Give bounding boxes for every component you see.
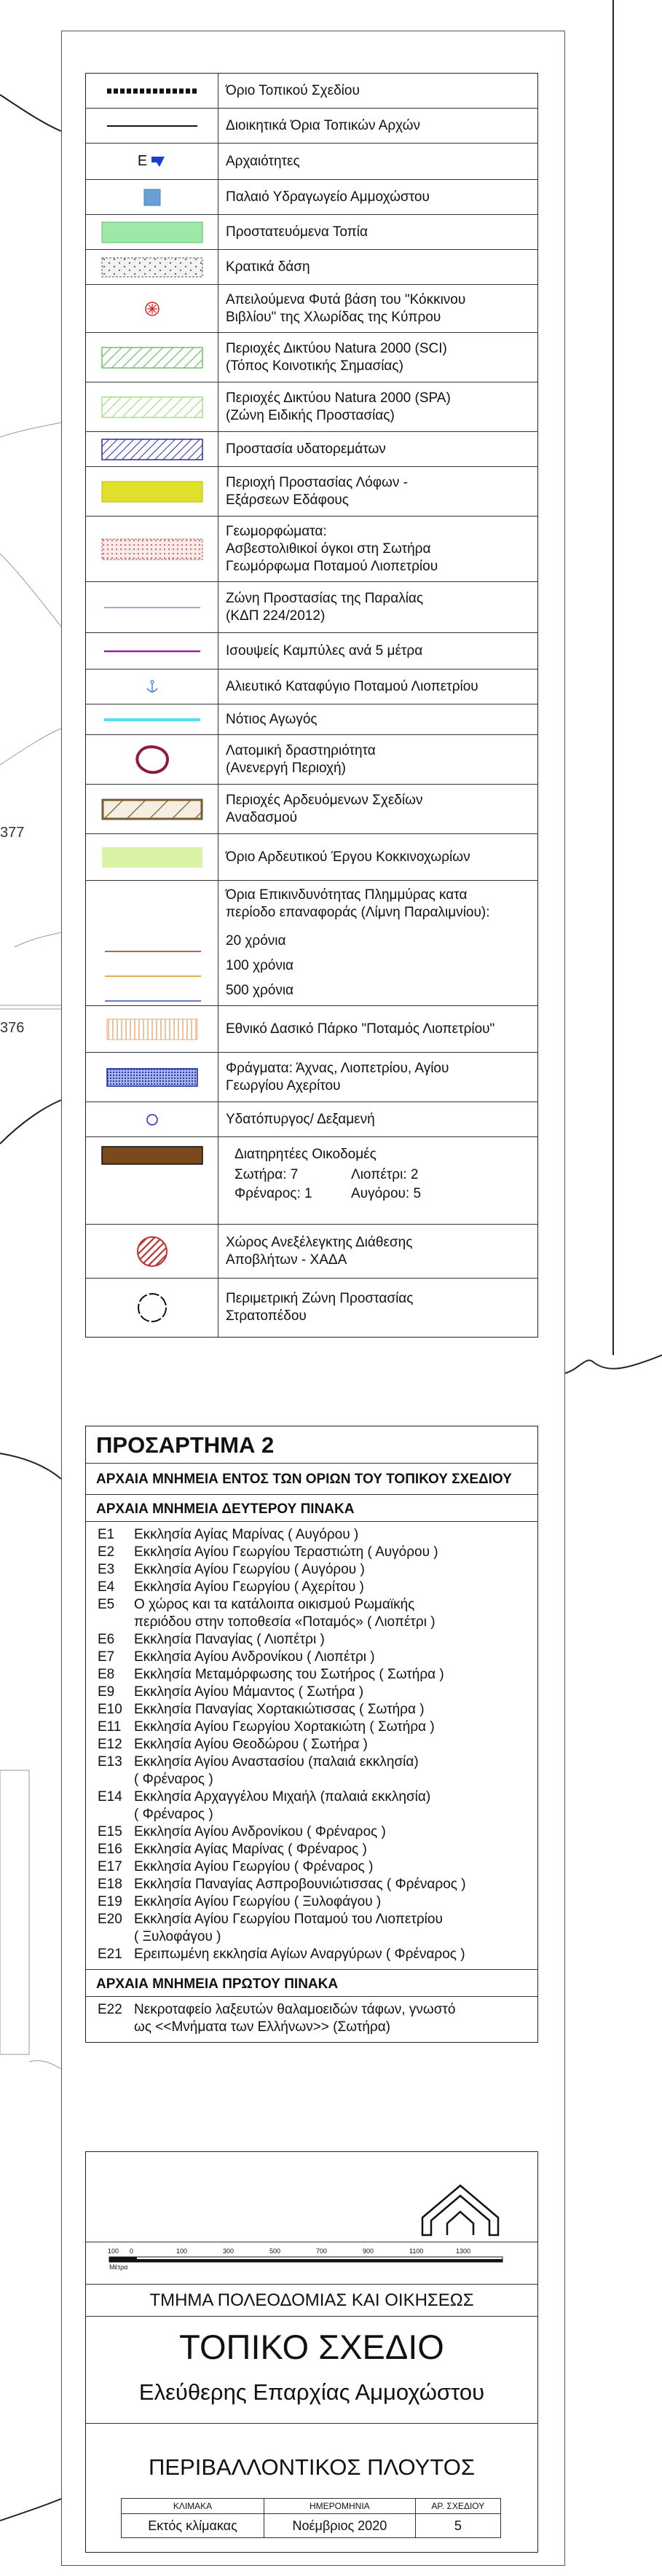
appendix-subtitle: ΑΡΧΑΙΑ ΜΝΗΜΕΙΑ ΕΝΤΟΣ ΤΩΝ ΟΡΙΩΝ ΤΟΥ ΤΟΠΙΚΟΥ ΣΧΕΔΙΟΥ bbox=[86, 1464, 537, 1495]
monument-row bbox=[86, 1858, 537, 1876]
scale-tick-label: 1300 bbox=[456, 2247, 471, 2255]
monument-name: Εκκλησία Παναγίας ( Λιοπέτρι ) bbox=[134, 1632, 325, 1647]
legend-row-local-plan-boundary bbox=[86, 74, 537, 109]
map-parcel-line bbox=[15, 932, 61, 947]
legend-label: Όριο Αρδευτικού Έργου Κοκκινοχωρίων bbox=[226, 849, 470, 865]
monument-row bbox=[86, 1701, 537, 1719]
legend-row-quarrying bbox=[86, 735, 537, 785]
antiquities-letter: Ε bbox=[137, 153, 148, 169]
monument-row bbox=[86, 1579, 537, 1596]
legend-label: Όρια Επικινδυνότητας Πλημμύρας κατα περίοδο επαναφοράς (Λίμνη Παραλιμνίου): bbox=[226, 887, 490, 920]
first-table-heading: ΑΡΧΑΙΑ ΜΝΗΜΕΙΑ ΠΡΩΤΟΥ ΠΙΝΑΚΑ bbox=[86, 1970, 537, 1997]
kokkinochoria-irrigation-symbol bbox=[86, 834, 218, 880]
fishing-shelter-symbol bbox=[86, 669, 218, 704]
appendix-title: ΠΡΟΣΑΡΤΗΜΑ 2 bbox=[86, 1426, 537, 1464]
monument-name: Εκκλησία Αρχαγγέλου Μιχαήλ (παλαιά εκκλησία) ( Φρέναρος ) bbox=[134, 1789, 431, 1822]
legend-label: Περιοχές Δικτύου Natura 2000 (SCI) (Τόπος Κοινοτικής Σημασίας) bbox=[226, 340, 447, 374]
legend-row-irrigation-areas bbox=[86, 785, 537, 834]
legend-label: Γεωμορφώματα: Ασβεστολιθικοί όγκοι στη Σωτήρα Γεωμόρφωμα Ποταμού Λιοπετρίου bbox=[226, 523, 438, 574]
count-avgorou: Αυγόρου: 5 bbox=[351, 1186, 422, 1201]
monument-code: Ε1 bbox=[98, 1527, 115, 1542]
flood-500y-label: 500 χρόνια bbox=[226, 983, 294, 998]
legend-row-geomorphs bbox=[86, 517, 537, 582]
red-star-icon bbox=[144, 301, 160, 317]
legend-label: Περιοχές Αρδευόμενων Σχεδίων Αναδασμού bbox=[226, 792, 423, 825]
state-forest-symbol bbox=[86, 250, 218, 284]
camp-protection-symbol bbox=[86, 1279, 218, 1337]
monument-name: Εκκλησία Παναγίας Χορτακιώτισσας ( Σωτήρα ) bbox=[134, 1702, 425, 1717]
natura-spa-symbol bbox=[86, 382, 218, 431]
drawing-number-value: 5 bbox=[415, 2514, 500, 2538]
scale-tick-label: 700 bbox=[316, 2247, 328, 2255]
dashed-circle-icon bbox=[135, 1291, 169, 1324]
north-arrow-icon bbox=[419, 2183, 501, 2238]
monument-code: Ε14 bbox=[98, 1789, 122, 1805]
legend-label: Νότιος Αγωγός bbox=[226, 711, 318, 727]
legend-label: Όριο Τοπικού Σχεδίου bbox=[226, 82, 360, 98]
monument-code: Ε5 bbox=[98, 1597, 115, 1612]
count-liopetri: Λιοπέτρι: 2 bbox=[351, 1167, 419, 1182]
legend-row-protected-landscapes bbox=[86, 215, 537, 250]
monument-name: Ο χώρος και τα κατάλοιπα οικισμού Ρωμαϊκής περιόδου στην τοποθεσία «Ποταμός» ( Λιοπέτρι ) bbox=[134, 1597, 436, 1630]
monument-code: Ε11 bbox=[98, 1719, 122, 1735]
natura-sci-symbol bbox=[86, 333, 218, 382]
monument-code: Ε15 bbox=[98, 1824, 122, 1839]
monument-row bbox=[86, 1823, 537, 1841]
hill-protection-symbol bbox=[86, 467, 218, 516]
national-forest-park-symbol bbox=[86, 1006, 218, 1052]
irrigation-areas-symbol bbox=[86, 785, 218, 833]
listed-buildings-counts bbox=[235, 1166, 530, 1203]
scale-tick-label: 100 bbox=[108, 2247, 119, 2255]
legend-label: Χώρος Ανεξέλεγκτης Διάθεσης Αποβλήτων - ΧΑΔΑ bbox=[226, 1234, 413, 1268]
endangered-plants-symbol bbox=[86, 285, 218, 332]
map-boundary-line bbox=[0, 95, 61, 131]
map-boundary-line bbox=[0, 2499, 61, 2521]
legend-row-flood-risk bbox=[86, 881, 537, 1006]
second-table-list bbox=[86, 1522, 537, 1970]
monument-row bbox=[86, 1841, 537, 1858]
monument-name: Εκκλησία Αγίου Αναστασίου (παλαιά εκκλησία) ( Φρέναρος ) bbox=[134, 1754, 419, 1787]
monument-name: Εκκλησία Μεταμόρφωσης του Σωτήρος ( Σωτήρα ) bbox=[134, 1667, 444, 1682]
legend-label: Εθνικό Δασικό Πάρκο "Ποταμός Λιοπετρίου" bbox=[226, 1021, 495, 1037]
region-name: Ελεύθερης Επαρχίας Αμμοχώστου bbox=[138, 2379, 485, 2405]
legend-row-natura-spa bbox=[86, 382, 537, 432]
anchor-icon bbox=[144, 679, 160, 695]
title-block bbox=[85, 2151, 538, 2553]
monument-row bbox=[86, 1684, 537, 1701]
legend-label: Προστασία υδατορεμάτων bbox=[226, 441, 386, 457]
info-table bbox=[121, 2498, 501, 2538]
monument-row bbox=[86, 1596, 537, 1631]
legend-row-local-authority-boundary bbox=[86, 109, 537, 144]
legend-label: Διοικητικά Όρια Τοπικών Αρχών bbox=[226, 117, 420, 133]
legend-row-endangered-plants bbox=[86, 285, 537, 333]
legend-label: Παλαιό Υδραγωγείο Αμμοχώστου bbox=[226, 189, 430, 205]
quarrying-symbol bbox=[86, 735, 218, 784]
monument-row bbox=[86, 1893, 537, 1911]
monument-row bbox=[86, 1719, 537, 1736]
legend-row-southern-conveyor bbox=[86, 704, 537, 735]
scale-tick-label: 300 bbox=[223, 2247, 235, 2255]
monument-name: Εκκλησία Αγίου Γεωργίου ( Φρέναρος ) bbox=[134, 1859, 374, 1874]
monument-row bbox=[86, 1946, 537, 1963]
monument-code: Ε4 bbox=[98, 1579, 115, 1595]
monument-row bbox=[86, 1649, 537, 1666]
monument-name: Εκκλησία Αγίου Γεωργίου Χορτακιώτη ( Σωτήρα ) bbox=[134, 1719, 435, 1735]
first-table-list bbox=[86, 1997, 537, 2042]
monument-row bbox=[86, 1544, 537, 1561]
monument-code: Ε12 bbox=[98, 1737, 122, 1752]
landfill-symbol bbox=[86, 1225, 218, 1278]
monument-row bbox=[86, 2001, 537, 2036]
scale-tick-label: 900 bbox=[363, 2247, 374, 2255]
legend-label: Απειλούμενα Φυτά βάση του "Κόκκινου Βιβλίου" της Χλωρίδας της Κύπρου bbox=[226, 291, 466, 325]
monument-name: Ερειπωμένη εκκλησία Αγίων Αναργύρων ( Φρέναρος ) bbox=[134, 1947, 465, 1962]
legend-label: Διατηρητέες Οικοδομές bbox=[235, 1147, 377, 1162]
monument-row bbox=[86, 1911, 537, 1946]
monument-code: Ε10 bbox=[98, 1702, 122, 1717]
legend-table bbox=[85, 73, 538, 1338]
monument-code: Ε7 bbox=[98, 1649, 115, 1665]
map-boundary-line bbox=[565, 1355, 662, 1373]
monument-name: Εκκλησία Αγίου Γεωργίου Ποταμού του Λιοπετρίου ( Ξυλοφάγου ) bbox=[134, 1912, 443, 1944]
water-tower-icon bbox=[146, 1113, 159, 1126]
monument-code: Ε19 bbox=[98, 1894, 122, 1909]
legend-label: Ισουψείς Καμπύλες ανά 5 μέτρα bbox=[226, 643, 423, 659]
legend-label: Αλιευτικό Καταφύγιο Ποταμού Λιοπετρίου bbox=[226, 678, 478, 694]
monument-code: Ε21 bbox=[98, 1947, 122, 1962]
monument-row bbox=[86, 1526, 537, 1544]
flood-risk-symbol bbox=[86, 881, 218, 1005]
legend-row-national-forest-park bbox=[86, 1006, 537, 1053]
monument-name: Εκκλησία Αγίου Θεοδώρου ( Σωτήρα ) bbox=[134, 1737, 368, 1752]
plan-title: ΤΟΠΙΚΟ ΣΧΕΔΙΟ bbox=[179, 2328, 444, 2366]
blue-pennant-icon bbox=[150, 155, 166, 168]
local-plan-boundary-symbol bbox=[86, 74, 218, 108]
legend-row-landfill bbox=[86, 1225, 537, 1279]
legend-row-state-forest bbox=[86, 250, 537, 285]
appendix-table bbox=[85, 1426, 538, 2043]
geomorphs-symbol bbox=[86, 517, 218, 581]
legend-row-camp-protection bbox=[86, 1279, 537, 1337]
old-water-tank-symbol bbox=[86, 180, 218, 214]
scale-tick-label: 500 bbox=[269, 2247, 281, 2255]
map-parcel-line bbox=[0, 554, 61, 627]
monument-name: Εκκλησία Αγίου Γεωργίου ( Αχερίτου ) bbox=[134, 1579, 364, 1595]
legend-row-hill-protection bbox=[86, 467, 537, 517]
legend-label: Αρχαιότητες bbox=[226, 153, 300, 169]
map-parcel-line bbox=[0, 729, 61, 765]
contours-symbol bbox=[86, 633, 218, 669]
antiquities-symbol bbox=[86, 144, 218, 179]
monument-code: Ε20 bbox=[98, 1912, 122, 1927]
legend-row-kokkinochoria-irrigation bbox=[86, 834, 537, 881]
scale-tick-label: 0 bbox=[130, 2247, 134, 2255]
map-parcel-line bbox=[0, 423, 61, 437]
quarry-outline-icon bbox=[133, 743, 172, 777]
legend-row-listed-buildings bbox=[86, 1137, 537, 1225]
protected-landscapes-symbol bbox=[86, 215, 218, 249]
map-boundary-line bbox=[0, 1100, 61, 1144]
monument-code: Ε18 bbox=[98, 1877, 122, 1892]
legend-row-fishing-shelter bbox=[86, 669, 537, 704]
monument-name: Εκκλησία Αγίου Ανδρονίκου ( Λιοπέτρι ) bbox=[134, 1649, 375, 1665]
monument-code: Ε2 bbox=[98, 1544, 115, 1560]
map-boundary-line bbox=[0, 1453, 61, 1479]
date-value: Νοέμβριος 2020 bbox=[264, 2514, 416, 2538]
landfill-icon bbox=[135, 1235, 169, 1268]
scale-tick-label: 1100 bbox=[409, 2247, 424, 2255]
map-title: ΠΕΡΙΒΑΛΛΟΝΤΙΚΟΣ ΠΛΟΥΤΟΣ bbox=[148, 2454, 476, 2480]
map-label: 377 bbox=[0, 825, 25, 841]
map-parcel-line bbox=[29, 2061, 61, 2069]
monument-code: Ε22 bbox=[98, 2002, 122, 2017]
monument-name: Εκκλησία Αγίου Γεωργίου Τεραστιώτη ( Αυγόρου ) bbox=[134, 1544, 438, 1560]
legend-row-watercourse-protection bbox=[86, 432, 537, 467]
legend-row-natura-sci bbox=[86, 333, 537, 382]
legend-row-contours bbox=[86, 633, 537, 669]
legend-label: Κρατικά δάση bbox=[226, 259, 310, 275]
legend-label: Περιμετρική Ζώνη Προστασίας Στρατοπέδου bbox=[226, 1291, 414, 1324]
legend-label: Υδατόπυργος/ Δεξαμενή bbox=[226, 1111, 375, 1127]
monument-row bbox=[86, 1876, 537, 1893]
dams-symbol bbox=[86, 1053, 218, 1102]
southern-conveyor-symbol bbox=[86, 704, 218, 734]
listed-buildings-symbol bbox=[86, 1137, 218, 1224]
monument-code: Ε8 bbox=[98, 1667, 115, 1682]
legend-label: Φράγματα: Άχνας, Λιοπετρίου, Αγίου Γεωργίου Αχερίτου bbox=[226, 1060, 449, 1093]
scale-header: ΚΛΙΜΑΚΑ bbox=[122, 2499, 264, 2514]
date-header: ΗΜΕΡΟΜΗΝΙΑ bbox=[264, 2499, 416, 2514]
monument-name: Εκκλησία Αγίου Μάμαντος ( Σωτήρα ) bbox=[134, 1684, 364, 1700]
legend-row-antiquities bbox=[86, 144, 537, 180]
monument-code: Ε17 bbox=[98, 1859, 122, 1874]
flood-100y-label: 100 χρόνια bbox=[226, 958, 294, 973]
monument-code: Ε13 bbox=[98, 1754, 122, 1770]
monument-name: Εκκλησία Αγίου Γεωργίου ( Ξυλοφάγου ) bbox=[134, 1894, 382, 1909]
count-frenaros: Φρέναρος: 1 bbox=[235, 1186, 312, 1201]
drawing-number-header: ΑΡ. ΣΧΕΔΙΟΥ bbox=[415, 2499, 500, 2514]
monument-code: Ε9 bbox=[98, 1684, 115, 1700]
count-sotira: Σωτήρα: 7 bbox=[235, 1167, 299, 1182]
scale-bar bbox=[108, 2247, 516, 2277]
monument-code: Ε3 bbox=[98, 1562, 115, 1577]
legend-label: Λατομική δραστηριότητα (Ανενεργή Περιοχή) bbox=[226, 742, 376, 776]
legend-label: Περιοχές Δικτύου Natura 2000 (SPA) (Ζώνη Ειδικής Προστασίας) bbox=[226, 390, 451, 423]
monument-code: Ε6 bbox=[98, 1632, 115, 1647]
legend-row-water-tower bbox=[86, 1102, 537, 1137]
legend-label: Περιοχή Προστασίας Λόφων - Εξάρσεων Εδάφους bbox=[226, 474, 408, 508]
local-authority-boundary-symbol bbox=[86, 109, 218, 143]
monument-row bbox=[86, 1561, 537, 1579]
second-table-heading: ΑΡΧΑΙΑ ΜΝΗΜΕΙΑ ΔΕΥΤΕΡΟΥ ΠΙΝΑΚΑ bbox=[86, 1495, 537, 1522]
beach-protection-symbol bbox=[86, 582, 218, 632]
water-tower-symbol bbox=[86, 1102, 218, 1136]
scale-value: Εκτός κλίμακας bbox=[122, 2514, 264, 2538]
department-name: ΤΜΗΜΑ ΠΟΛΕΟΔΟΜΙΑΣ ΚΑΙ ΟΙΚΗΣΕΩΣ bbox=[149, 2290, 474, 2310]
legend-row-dams bbox=[86, 1053, 537, 1102]
map-label: 376 bbox=[0, 1020, 25, 1036]
monument-row bbox=[86, 1666, 537, 1684]
scale-unit: Μέτρα bbox=[109, 2263, 128, 2271]
legend-row-beach-protection bbox=[86, 582, 537, 633]
monument-row bbox=[86, 1736, 537, 1754]
monument-name: Εκκλησία Παναγίας Ασπροβουνιώτισσας ( Φρέναρος ) bbox=[134, 1877, 466, 1892]
monument-name: Εκκλησία Αγίου Ανδρονίκου ( Φρέναρος ) bbox=[134, 1824, 386, 1839]
monument-row bbox=[86, 1631, 537, 1649]
legend-row-old-water-tank bbox=[86, 180, 537, 215]
monument-row bbox=[86, 1754, 537, 1788]
monument-name: Νεκροταφείο λαξευτών θαλαμοειδών τάφων, γνωστό ως <<Μνήματα των Ελλήνων>> (Σωτήρα) bbox=[134, 2002, 456, 2035]
watercourse-protection-symbol bbox=[86, 432, 218, 466]
flood-20y-label: 20 χρόνια bbox=[226, 933, 286, 949]
map-parcel-box bbox=[0, 1770, 29, 2054]
monument-code: Ε16 bbox=[98, 1842, 122, 1857]
scale-tick-label: 100 bbox=[176, 2247, 188, 2255]
legend-label: Ζώνη Προστασίας της Παραλίας (ΚΔΠ 224/2012) bbox=[226, 590, 424, 624]
monument-name: Εκκλησία Αγίου Γεωργίου ( Αυγόρου ) bbox=[134, 1562, 365, 1577]
monument-name: Εκκλησία Αγίας Μαρίνας ( Αυγόρου ) bbox=[134, 1527, 359, 1542]
monument-name: Εκκλησία Αγίας Μαρίνας ( Φρέναρος ) bbox=[134, 1842, 367, 1857]
monument-row bbox=[86, 1788, 537, 1823]
legend-label: Προστατευόμενα Τοπία bbox=[226, 224, 368, 240]
